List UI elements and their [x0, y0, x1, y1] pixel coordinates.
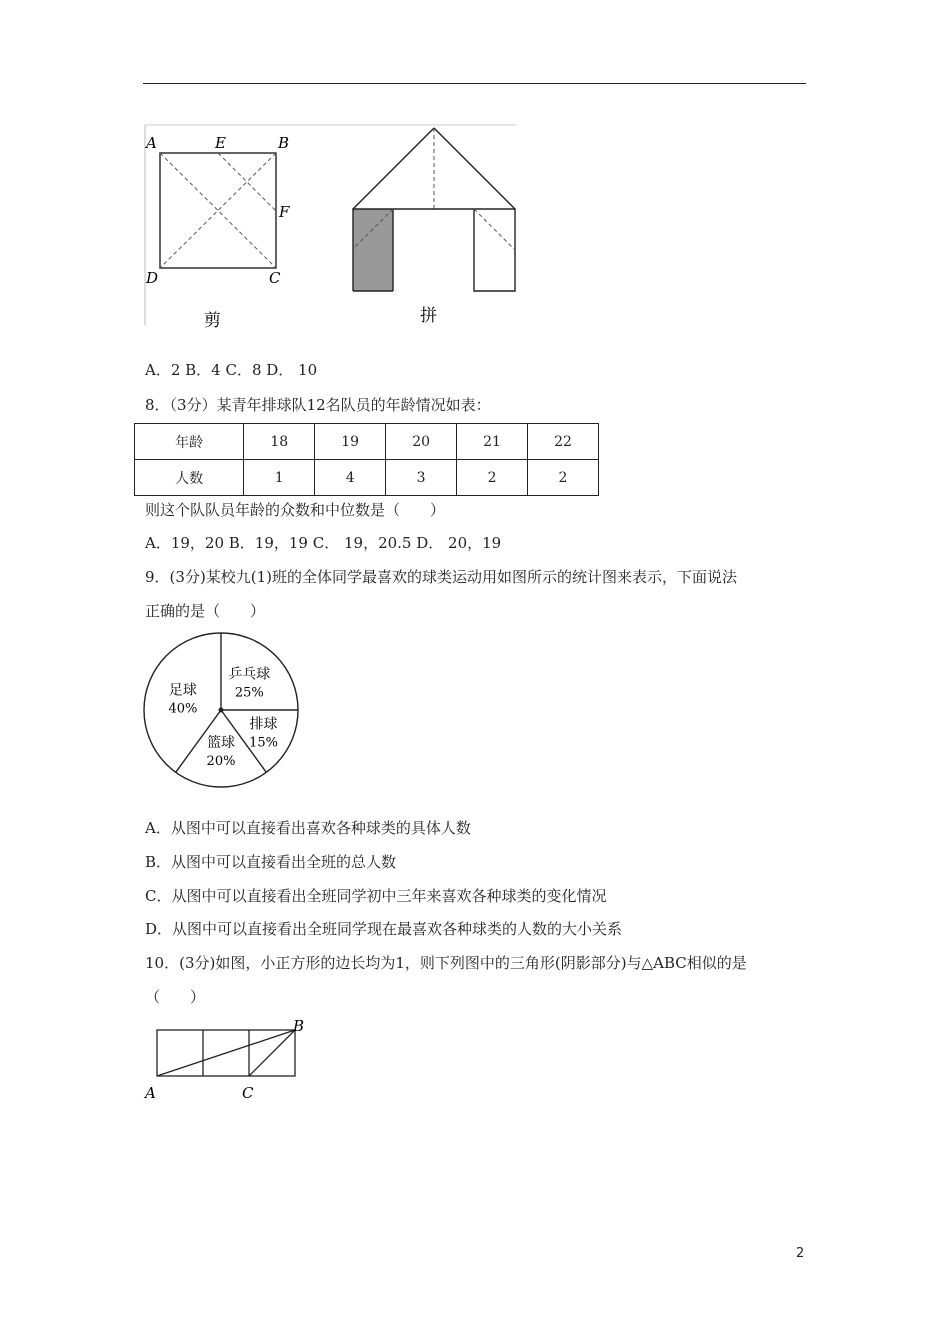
label-e: E: [215, 134, 226, 152]
q10-stem-line2: （ ）: [145, 988, 206, 1006]
pie-percent-label: 20%: [206, 754, 236, 770]
table-cell: 18: [244, 424, 315, 460]
pie-category-label: 乒乓球: [228, 666, 271, 683]
square-abcd: [160, 153, 276, 268]
cut-label: 剪: [204, 311, 221, 331]
q10-grid-figure: [140, 1018, 315, 1108]
q8-stem: 8．（3分）某青年排球队12名队员的年龄情况如表：: [145, 396, 491, 414]
pie-category-label: 排球: [249, 716, 278, 733]
label-a: A: [145, 1084, 156, 1102]
table-cell: 人数: [135, 460, 244, 496]
pie-category-label: 篮球: [207, 735, 235, 752]
q8-options: A．19，20 B．19，19 C． 19，20.5 D． 20，19: [145, 534, 502, 552]
table-row-count: [135, 460, 599, 496]
pie-percent-label: 25%: [234, 685, 264, 701]
table-cell: 年龄: [135, 424, 244, 460]
label-d: D: [146, 269, 159, 287]
label-b: B: [293, 1018, 305, 1035]
header-rule: [143, 83, 806, 84]
table-cell: 19: [315, 424, 386, 460]
q7-options: A．2 B．4 C．8 D． 10: [145, 361, 318, 379]
pie-center-dot: [219, 708, 224, 713]
table-cell: 20: [386, 424, 457, 460]
q9-option-d: D．从图中可以直接看出全班同学现在最喜欢各种球类的人数的大小关系: [145, 920, 623, 938]
table-cell: 2: [528, 460, 599, 496]
label-c: C: [269, 269, 281, 287]
label-b: B: [278, 134, 290, 152]
table-cell: 4: [315, 460, 386, 496]
q10-stem-line1: 10．(3分)如图，小正方形的边长均为1，则下列图中的三角形(阴影部分)与△ABC相似的是: [145, 954, 747, 972]
pie-chart: [140, 628, 310, 793]
pie-percent-label: 40%: [168, 701, 198, 717]
table-cell: 1: [244, 460, 315, 496]
table-cell: 21: [457, 424, 528, 460]
table-cell: 22: [528, 424, 599, 460]
q9-option-a: A．从图中可以直接看出喜欢各种球类的具体人数: [145, 819, 471, 837]
age-table: [134, 423, 599, 496]
q9-stem-line2: 正确的是（ ）: [145, 602, 266, 620]
pie-percent-label: 15%: [249, 735, 278, 751]
q9-stem-line1: 9．(3分)某校九(1)班的全体同学最喜欢的球类运动用如图所示的统计图来表示，下面说法: [145, 568, 738, 586]
table-row-age: [135, 424, 599, 460]
q8-question: 则这个队队员年龄的众数和中位数是（ ）: [145, 501, 446, 519]
label-a: A: [146, 134, 157, 152]
page-number: 2: [796, 1246, 805, 1261]
triangle-abc: [157, 1030, 295, 1076]
pie-category-label: 足球: [168, 682, 197, 699]
assemble-label: 拼: [420, 306, 437, 326]
q9-option-b: B．从图中可以直接看出全班的总人数: [145, 853, 397, 871]
label-c: C: [242, 1084, 254, 1102]
table-cell: 2: [457, 460, 528, 496]
q7-figure: [140, 120, 530, 340]
assembled-shape: [353, 128, 515, 291]
label-f: F: [279, 203, 290, 221]
q9-option-c: C．从图中可以直接看出全班同学初中三年来喜欢各种球类的变化情况: [145, 887, 607, 905]
table-cell: 3: [386, 460, 457, 496]
